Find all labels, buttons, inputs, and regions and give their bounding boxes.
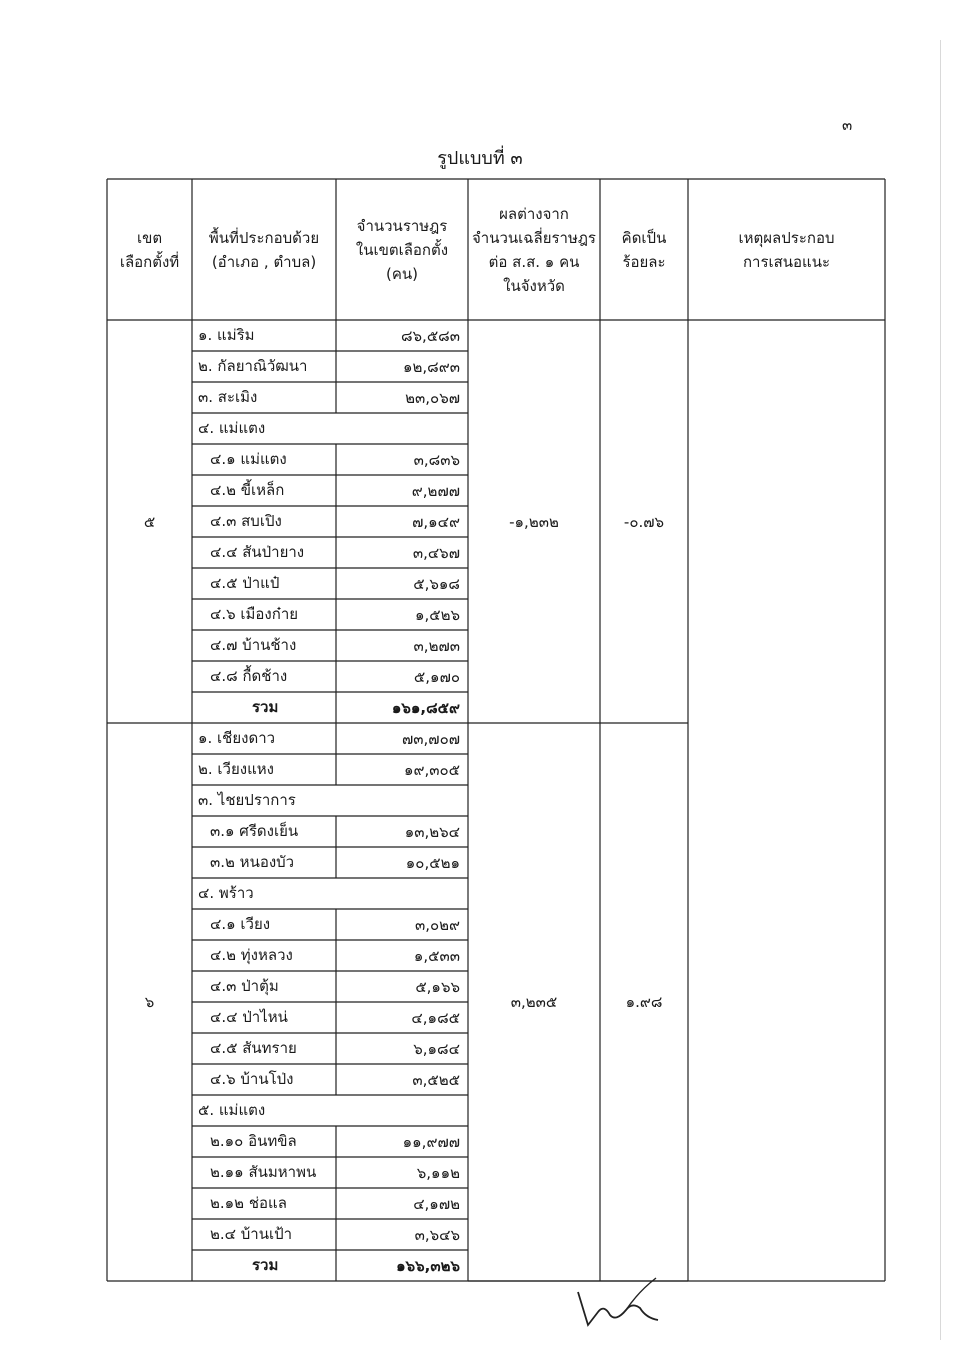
population-value: ๓,๔๖๗ — [412, 544, 460, 562]
header-district — [107, 226, 192, 274]
population-value: ๑,๕๒๖ — [414, 606, 460, 624]
zone-number: ๕ — [143, 512, 156, 531]
header-area — [192, 226, 336, 274]
zone-total-value: ๑๖๖,๓๒๖ — [396, 1257, 460, 1275]
area-name: ๓.๒ หนองบัว — [210, 853, 295, 871]
header-percent — [600, 226, 688, 274]
population-value: ๙,๒๗๗ — [411, 482, 460, 500]
area-name: ๑. แม่ริม — [198, 326, 255, 344]
area-name: ๔.๒ ขี้เหล็ก — [210, 481, 285, 499]
zone-difference: ๓,๒๓๕ — [510, 993, 558, 1011]
area-name: ๔.๖ เมืองก๋าย — [210, 605, 299, 623]
district-group-label: ๕. แม่แตง — [198, 1101, 266, 1119]
population-value: ๓,๖๔๖ — [414, 1226, 460, 1244]
population-value: ๓,๕๒๕ — [412, 1071, 460, 1089]
zone-total-label: รวม — [252, 1256, 279, 1274]
area-name: ๔.๓ สบเปิง — [210, 512, 282, 530]
population-value: ๗,๑๔๙ — [412, 513, 460, 531]
population-value: ๒๓,๐๖๗ — [405, 389, 460, 407]
area-name: ๔.๗ บ้านช้าง — [210, 636, 297, 654]
header-difference — [468, 202, 600, 298]
header-population-line: ในเขตเลือกตั้ง — [355, 240, 449, 259]
population-value: ๑๙,๓๐๕ — [403, 761, 460, 779]
population-value: ๘๖,๕๘๓ — [400, 327, 460, 345]
population-value: ๕,๖๑๘ — [413, 575, 460, 593]
zone-total-value: ๑๖๑,๘๕๙ — [391, 699, 460, 717]
zone-difference: -๑,๒๓๒ — [509, 512, 559, 531]
area-name: ๒.๑๑ สันมหาพน — [210, 1163, 317, 1181]
area-name: ๒.๔ บ้านเป้า — [210, 1225, 293, 1243]
area-name: ๔.๕ ป่าแป๋ — [210, 574, 280, 592]
population-value: ๑๑,๙๗๗ — [402, 1133, 460, 1151]
area-name: ๒.๑๐ อินทขิล — [210, 1132, 297, 1150]
area-name: ๔.๒ ทุ่งหลวง — [210, 946, 293, 964]
area-name: ๔.๕ สันทราย — [210, 1039, 297, 1057]
header-difference-line: ผลต่างจาก — [499, 204, 569, 223]
area-name: ๔.๑ แม่แตง — [210, 450, 287, 468]
district-group-label: ๔. แม่แตง — [198, 419, 266, 437]
population-value: ๗๓,๗๐๗ — [401, 730, 460, 748]
header-population — [336, 214, 468, 286]
population-value: ๔,๑๘๕ — [411, 1009, 460, 1027]
header-percent-line: คิดเป็น — [621, 228, 667, 247]
zone-percent: -๐.๗๖ — [623, 512, 665, 531]
header-reason-line: การเสนอแนะ — [742, 252, 831, 271]
zone-number: ๖ — [144, 993, 155, 1011]
header-reason — [688, 226, 885, 274]
population-value: ๑๒,๘๙๓ — [403, 358, 460, 376]
area-name: ๔.๔ ป่าไหน่ — [210, 1008, 288, 1026]
header-reason-line: เหตุผลประกอบ — [738, 228, 835, 247]
header-difference-line: ในจังหวัด — [503, 276, 565, 295]
area-name: ๒. เวียงแหง — [198, 760, 274, 778]
population-value: ๑๓,๒๖๔ — [404, 823, 460, 841]
district-group-label: ๓. ไชยปราการ — [198, 791, 296, 809]
population-value: ๖,๑๑๒ — [416, 1164, 460, 1182]
district-group-label: ๔. พร้าว — [198, 884, 254, 902]
area-name: ๔.๓ ป่าตุ้ม — [210, 977, 279, 995]
population-value: ๕,๑๗๐ — [413, 668, 460, 686]
area-name: ๒.๑๒ ช่อแล — [210, 1194, 287, 1212]
area-name: ๔.๑ เวียง — [210, 915, 271, 933]
header-percent-line: ร้อยละ — [622, 252, 666, 271]
zone-total-label: รวม — [252, 698, 279, 716]
header-district-line: เลือกตั้งที่ — [119, 252, 180, 271]
header-area-line: (อำเภอ , ตำบล) — [211, 252, 317, 271]
area-name: ๑. เชียงดาว — [198, 729, 276, 747]
population-value: ๓,๘๓๖ — [413, 451, 460, 469]
header-population-line: จำนวนราษฎร — [356, 216, 448, 235]
header-population-line: (คน) — [386, 264, 418, 283]
header-difference-line: ต่อ ส.ส. ๑ คน — [488, 252, 580, 271]
population-value: ๑,๕๓๓ — [413, 947, 460, 965]
form-title: รูปแบบที่ ๓ — [437, 148, 523, 169]
header-district-line: เขต — [136, 228, 163, 247]
area-name: ๓.๑ ศรีดงเย็น — [210, 822, 299, 840]
population-value: ๓,๒๗๓ — [413, 637, 460, 655]
population-value: ๑๐,๕๒๑ — [405, 854, 460, 872]
area-name: ๔.๔ สันป่ายาง — [210, 543, 305, 561]
header-difference-line: จำนวนเฉลี่ยราษฎร — [472, 228, 596, 247]
signature — [560, 1270, 670, 1340]
area-name: ๔.๘ กื้ดช้าง — [210, 667, 288, 685]
area-name: ๓. สะเมิง — [198, 388, 258, 406]
area-name: ๒. กัลยาณิวัฒนา — [198, 357, 308, 375]
zone-percent: ๑.๙๘ — [625, 993, 663, 1011]
population-value: ๓,๐๒๙ — [414, 916, 460, 934]
header-area-line: พื้นที่ประกอบด้วย — [208, 228, 320, 247]
page-number: ๓ — [842, 116, 853, 134]
population-value: ๖,๑๘๔ — [413, 1040, 460, 1058]
population-value: ๕,๑๖๖ — [415, 978, 460, 996]
population-value: ๔,๑๗๒ — [413, 1195, 460, 1213]
area-name: ๔.๖ บ้านโป่ง — [210, 1070, 294, 1088]
